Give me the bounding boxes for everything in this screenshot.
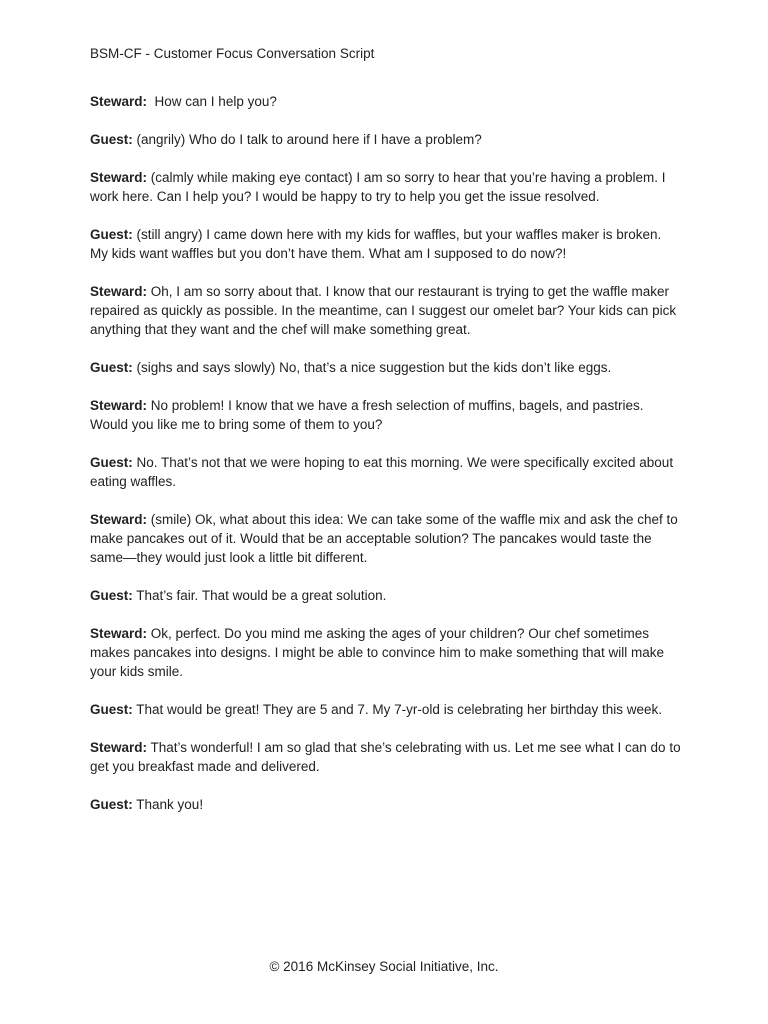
- dialogue-turn: [90, 358, 682, 377]
- dialogue-text: (smile) Ok, what about this idea: We can take some of the waffle mix and ask the chef to make pancakes out of it. Would that be an acceptable solution? The pancakes would taste the same—they would just look a little bit different.: [90, 512, 678, 565]
- speaker-label: Guest:: [90, 360, 133, 375]
- speaker-label: Steward:: [90, 740, 148, 755]
- speaker-label: Guest:: [90, 455, 133, 470]
- speaker-label: Steward:: [90, 512, 148, 527]
- dialogue-turn: [90, 738, 682, 776]
- dialogue-turn: [90, 168, 682, 206]
- speaker-label: Guest:: [90, 797, 133, 812]
- dialogue-text: Oh, I am so sorry about that. I know that our restaurant is trying to get the waffle maker repaired as quickly as possible. In the meantime, can I suggest our omelet bar? Your kids can pick anything that they want and the chef will make something great.: [90, 284, 677, 337]
- dialogue-turn: [90, 396, 682, 434]
- speaker-label: Guest:: [90, 588, 133, 603]
- speaker-label: Guest:: [90, 227, 133, 242]
- dialogue-turn: [90, 92, 682, 111]
- speaker-label: Guest:: [90, 702, 133, 717]
- dialogue-turn: [90, 700, 682, 719]
- dialogue-text: Thank you!: [136, 797, 204, 812]
- dialogue-text: (sighs and says slowly) No, that’s a nice suggestion but the kids don’t like eggs.: [136, 360, 612, 375]
- dialogue-turn: [90, 586, 682, 605]
- dialogue-turn: [90, 624, 682, 681]
- speaker-label: Steward:: [90, 94, 148, 109]
- dialogue-turn: [90, 225, 682, 263]
- dialogue-text: That would be great! They are 5 and 7. My 7-yr-old is celebrating her birthday this week.: [136, 702, 663, 717]
- dialogue-text: That’s fair. That would be a great solution.: [136, 588, 387, 603]
- speaker-label: Steward:: [90, 170, 148, 185]
- dialogue-text: (angrily) Who do I talk to around here if I have a problem?: [136, 132, 482, 147]
- conversation-script: [90, 92, 682, 833]
- dialogue-turn: [90, 130, 682, 149]
- dialogue-text: No. That’s not that we were hoping to eat this morning. We were specifically excited about eating waffles.: [90, 455, 674, 489]
- speaker-label: Steward:: [90, 626, 148, 641]
- dialogue-text: No problem! I know that we have a fresh selection of muffins, bagels, and pastries. Would you like me to bring some of them to you?: [90, 398, 644, 432]
- document-header: BSM-CF - Customer Focus Conversation Script: [90, 46, 375, 61]
- dialogue-text: (calmly while making eye contact) I am so sorry to hear that you’re having a problem. I work here. Can I help you? I would be happy to try to help you get the issue resolved.: [90, 170, 666, 204]
- dialogue-turn: [90, 282, 682, 339]
- dialogue-turn: [90, 510, 682, 567]
- dialogue-text: Ok, perfect. Do you mind me asking the ages of your children? Our chef sometimes makes pancakes into designs. I might be able to convince him to make something that will make your kids smile.: [90, 626, 665, 679]
- dialogue-turn: [90, 453, 682, 491]
- dialogue-turn: [90, 795, 682, 814]
- speaker-label: Guest:: [90, 132, 133, 147]
- speaker-label: Steward:: [90, 284, 148, 299]
- copyright-footer: © 2016 McKinsey Social Initiative, Inc.: [269, 959, 499, 974]
- dialogue-text: That’s wonderful! I am so glad that she’s celebrating with us. Let me see what I can do to get you breakfast made and delivered.: [90, 740, 681, 774]
- speaker-label: Steward:: [90, 398, 148, 413]
- dialogue-text: (still angry) I came down here with my kids for waffles, but your waffles maker is broken. My kids want waffles but you don’t have them. What am I supposed to do now?!: [90, 227, 662, 261]
- dialogue-text: How can I help you?: [154, 94, 277, 109]
